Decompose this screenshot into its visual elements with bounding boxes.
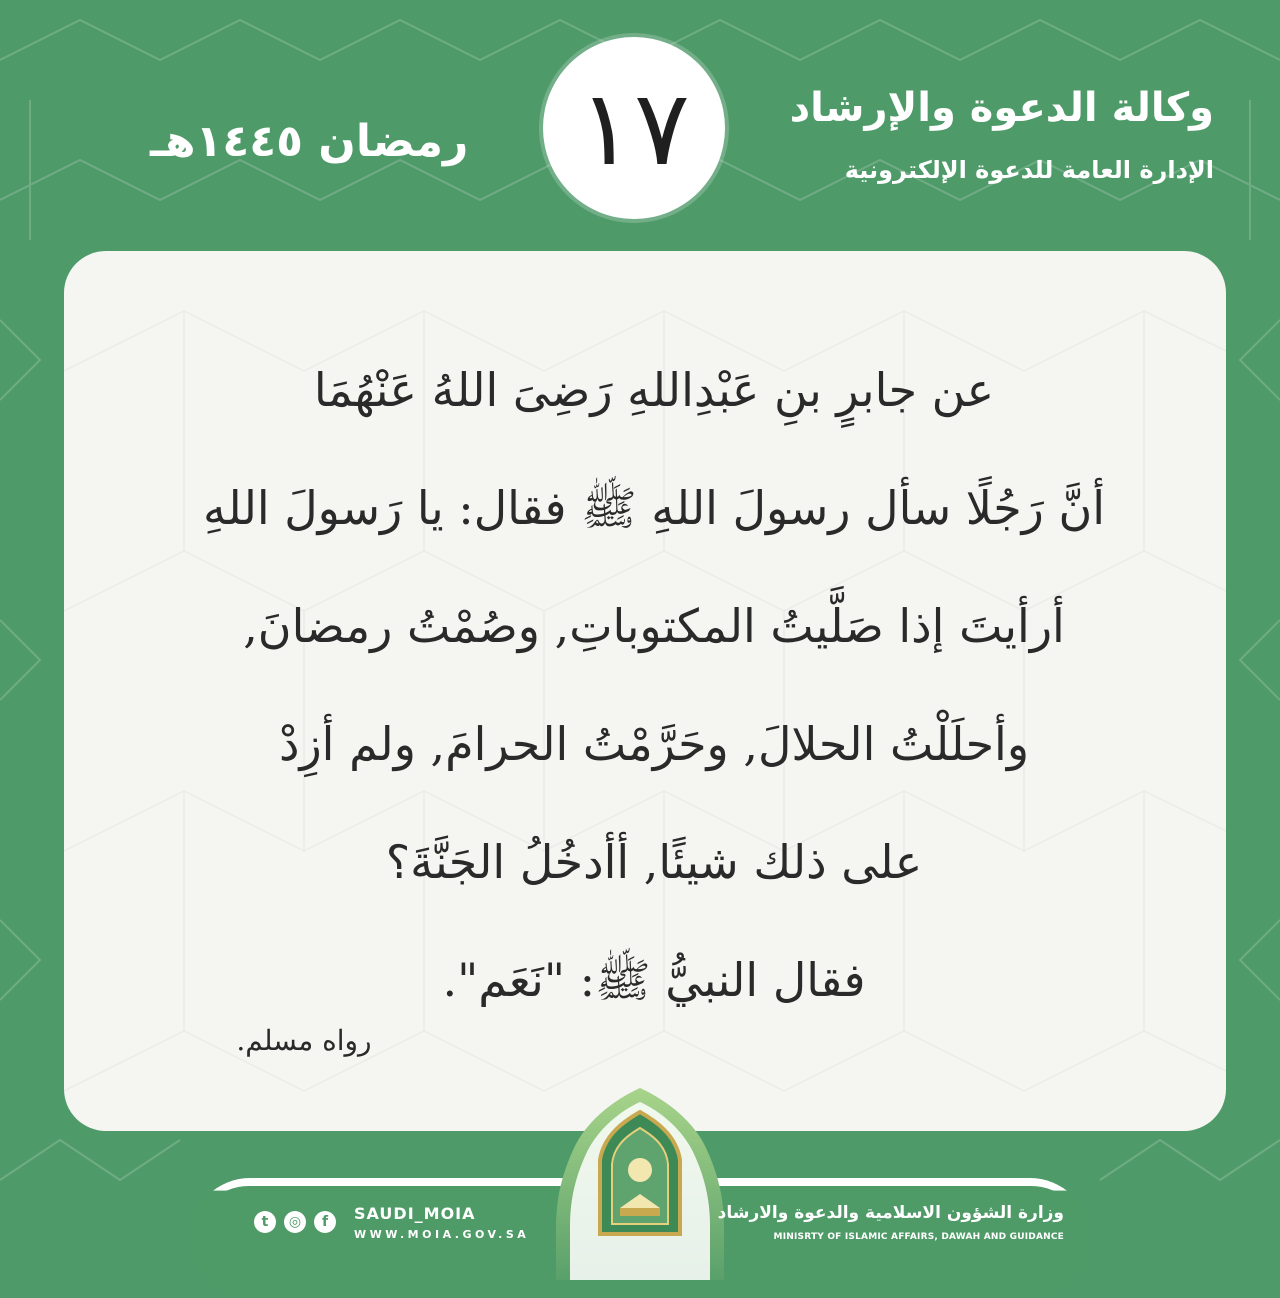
hadith-line: فقال النبيُّ ﷺ: "نَعَم".	[442, 953, 866, 1007]
ministry-name-arabic: وزارة الشؤون الاسلامية والدعوة والارشاد	[717, 1203, 1064, 1223]
agency-subtitle: الإدارة العامة للدعوة الإلكترونية	[844, 156, 1214, 184]
ministry-logo	[590, 1108, 690, 1238]
day-number: ١٧	[578, 67, 690, 189]
instagram-icon[interactable]: ◎	[284, 1211, 306, 1233]
social-handle: SAUDI_MOIA	[354, 1204, 476, 1223]
hadith-line: وأحلَلْتُ الحلالَ, وحَرَّمْتُ الحرامَ, ولم أزِدْ	[278, 717, 1030, 771]
twitter-icon[interactable]: t	[254, 1211, 276, 1233]
hadith-source: رواه مسلم.	[236, 1024, 372, 1057]
day-number-badge	[543, 37, 725, 219]
social-icons	[254, 1211, 336, 1233]
hadith-line: على ذلك شيئًا, أأدخُلُ الجَنَّةَ؟	[385, 835, 923, 889]
hadith-line: عن جابرٍ بنِ عَبْدِاللهِ رَضِىَ اللهُ عَنْهُمَا	[313, 363, 995, 417]
hijri-date: رمضان ١٤٤٥هـ	[150, 116, 469, 167]
hadith-text	[174, 331, 1134, 1039]
agency-title: وكالة الدعوة والإرشاد	[789, 85, 1214, 131]
ministry-name-english: MINISRTY OF ISLAMIC AFFAIRS, DAWAH AND GUIDANCE	[773, 1232, 1064, 1242]
hadith-line: أرأيتَ إذا صَلَّيتُ المكتوباتِ, وصُمْتُ رمضانَ,	[243, 599, 1065, 653]
hadith-card	[64, 251, 1226, 1131]
hadith-line: أنَّ رَجُلًا سأل رسولَ اللهِ ﷺ فقال: يا رَسولَ اللهِ	[202, 481, 1106, 535]
facebook-icon[interactable]: f	[314, 1211, 336, 1233]
website-link[interactable]: WWW.MOIA.GOV.SA	[354, 1228, 530, 1241]
